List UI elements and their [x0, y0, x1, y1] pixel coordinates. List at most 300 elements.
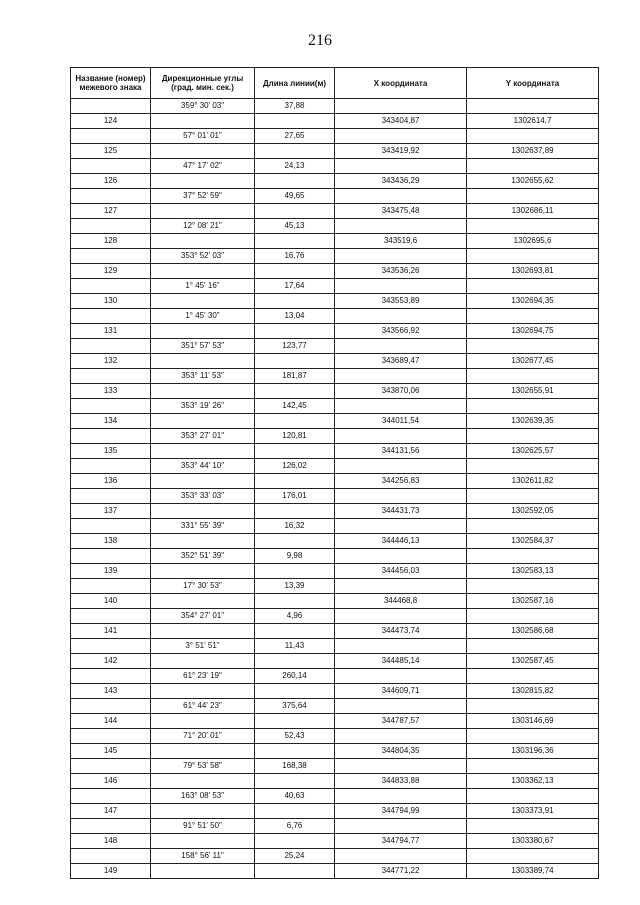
cell-angle: 47° 17' 02"	[151, 159, 255, 174]
table-row	[71, 354, 599, 369]
cell-y: 1302583,13	[467, 564, 599, 579]
cell-x	[335, 129, 467, 144]
cell-length: 25,24	[255, 849, 335, 864]
cell-y: 1302625,57	[467, 444, 599, 459]
cell-name: 146	[71, 774, 151, 789]
table-row	[71, 189, 599, 204]
table-row	[71, 564, 599, 579]
cell-angle: 353° 19' 26"	[151, 399, 255, 414]
cell-angle: 353° 52' 03"	[151, 249, 255, 264]
cell-x: 344787,57	[335, 714, 467, 729]
table-row	[71, 294, 599, 309]
cell-x	[335, 729, 467, 744]
cell-length: 260,14	[255, 669, 335, 684]
cell-angle: 61° 23' 19"	[151, 669, 255, 684]
table-row	[71, 609, 599, 624]
cell-length: 4,96	[255, 609, 335, 624]
cell-angle	[151, 864, 255, 879]
cell-name	[71, 519, 151, 534]
table-row	[71, 384, 599, 399]
cell-x: 343689,47	[335, 354, 467, 369]
page-number: 216	[308, 32, 332, 49]
cell-length: 375,64	[255, 699, 335, 714]
cell-x	[335, 189, 467, 204]
cell-angle	[151, 534, 255, 549]
cell-y: 1302695,6	[467, 234, 599, 249]
cell-name	[71, 429, 151, 444]
cell-name: 140	[71, 594, 151, 609]
cell-angle	[151, 624, 255, 639]
cell-x: 344446,13	[335, 534, 467, 549]
cell-x	[335, 249, 467, 264]
cell-name: 133	[71, 384, 151, 399]
cell-y: 1303362,13	[467, 774, 599, 789]
cell-length: 9,98	[255, 549, 335, 564]
cell-name	[71, 99, 151, 114]
header-length: Длина линии(м)	[255, 68, 335, 99]
cell-angle	[151, 294, 255, 309]
table-row	[71, 204, 599, 219]
table-row	[71, 399, 599, 414]
cell-name: 125	[71, 144, 151, 159]
table-row	[71, 654, 599, 669]
cell-length: 49,65	[255, 189, 335, 204]
table-row	[71, 744, 599, 759]
cell-name	[71, 699, 151, 714]
table-row	[71, 624, 599, 639]
cell-length: 13,04	[255, 309, 335, 324]
cell-length	[255, 654, 335, 669]
cell-name	[71, 849, 151, 864]
cell-y: 1302677,45	[467, 354, 599, 369]
cell-x: 343519,6	[335, 234, 467, 249]
cell-y	[467, 609, 599, 624]
cell-x	[335, 789, 467, 804]
table-row	[71, 234, 599, 249]
cell-x: 343419,92	[335, 144, 467, 159]
cell-angle	[151, 594, 255, 609]
cell-y	[467, 729, 599, 744]
table-row	[71, 804, 599, 819]
cell-x: 343436,29	[335, 174, 467, 189]
cell-angle	[151, 774, 255, 789]
table-row	[71, 309, 599, 324]
cell-x: 344456,03	[335, 564, 467, 579]
table-row	[71, 99, 599, 114]
cell-x: 344609,71	[335, 684, 467, 699]
cell-name: 134	[71, 414, 151, 429]
cell-angle: 331° 55' 39"	[151, 519, 255, 534]
cell-y: 1302694,75	[467, 324, 599, 339]
cell-length: 24,13	[255, 159, 335, 174]
cell-y	[467, 309, 599, 324]
cell-name: 148	[71, 834, 151, 849]
cell-name: 129	[71, 264, 151, 279]
cell-length	[255, 594, 335, 609]
cell-x	[335, 579, 467, 594]
cell-angle: 354° 27' 01"	[151, 609, 255, 624]
cell-name: 145	[71, 744, 151, 759]
cell-y: 1302586,68	[467, 624, 599, 639]
cell-angle	[151, 114, 255, 129]
cell-x: 344794,99	[335, 804, 467, 819]
cell-length: 27,65	[255, 129, 335, 144]
cell-name	[71, 819, 151, 834]
cell-angle: 37° 52' 59"	[151, 189, 255, 204]
cell-name	[71, 279, 151, 294]
cell-name	[71, 159, 151, 174]
cell-length: 11,43	[255, 639, 335, 654]
cell-y: 1302686,11	[467, 204, 599, 219]
table-row	[71, 459, 599, 474]
cell-x: 344011,54	[335, 414, 467, 429]
cell-angle	[151, 234, 255, 249]
table-row	[71, 849, 599, 864]
table-row	[71, 324, 599, 339]
coordinates-table	[70, 67, 599, 879]
cell-y	[467, 699, 599, 714]
cell-angle: 3° 51' 51"	[151, 639, 255, 654]
cell-y	[467, 99, 599, 114]
cell-x: 344794,77	[335, 834, 467, 849]
cell-x	[335, 639, 467, 654]
cell-angle: 353° 33' 03"	[151, 489, 255, 504]
cell-angle: 79° 53' 58"	[151, 759, 255, 774]
cell-name: 138	[71, 534, 151, 549]
cell-y	[467, 549, 599, 564]
cell-y	[467, 849, 599, 864]
header-y: Y координата	[467, 68, 599, 99]
cell-x: 343566,92	[335, 324, 467, 339]
cell-name	[71, 189, 151, 204]
cell-x	[335, 609, 467, 624]
table-row	[71, 819, 599, 834]
cell-y: 1302655,62	[467, 174, 599, 189]
cell-length	[255, 474, 335, 489]
cell-length	[255, 264, 335, 279]
cell-x	[335, 99, 467, 114]
cell-name: 136	[71, 474, 151, 489]
cell-angle	[151, 474, 255, 489]
cell-angle	[151, 264, 255, 279]
cell-length: 123,77	[255, 339, 335, 354]
cell-angle: 353° 44' 10"	[151, 459, 255, 474]
cell-name	[71, 249, 151, 264]
cell-name: 149	[71, 864, 151, 879]
table-row	[71, 549, 599, 564]
cell-y	[467, 429, 599, 444]
cell-x: 343536,26	[335, 264, 467, 279]
table-row	[71, 264, 599, 279]
cell-y	[467, 279, 599, 294]
cell-name: 147	[71, 804, 151, 819]
cell-name: 137	[71, 504, 151, 519]
cell-length	[255, 174, 335, 189]
cell-x: 343475,48	[335, 204, 467, 219]
cell-x: 343553,89	[335, 294, 467, 309]
cell-length: 13,39	[255, 579, 335, 594]
cell-angle: 91° 51' 50"	[151, 819, 255, 834]
cell-x	[335, 159, 467, 174]
cell-angle	[151, 684, 255, 699]
table-row	[71, 579, 599, 594]
table-body	[71, 99, 599, 879]
cell-x	[335, 399, 467, 414]
cell-angle: 1° 45' 16"	[151, 279, 255, 294]
cell-angle	[151, 414, 255, 429]
cell-angle	[151, 354, 255, 369]
table-row	[71, 444, 599, 459]
cell-name: 130	[71, 294, 151, 309]
cell-angle	[151, 504, 255, 519]
cell-y	[467, 399, 599, 414]
cell-x	[335, 309, 467, 324]
table-row	[71, 114, 599, 129]
cell-name	[71, 339, 151, 354]
cell-angle	[151, 834, 255, 849]
cell-name: 143	[71, 684, 151, 699]
cell-y	[467, 519, 599, 534]
table-row	[71, 489, 599, 504]
cell-angle	[151, 324, 255, 339]
cell-name	[71, 459, 151, 474]
cell-angle	[151, 564, 255, 579]
cell-length	[255, 744, 335, 759]
cell-y	[467, 219, 599, 234]
cell-length	[255, 144, 335, 159]
table-row	[71, 279, 599, 294]
cell-angle	[151, 174, 255, 189]
cell-y: 1302587,45	[467, 654, 599, 669]
cell-x	[335, 369, 467, 384]
cell-length: 37,88	[255, 99, 335, 114]
table-row	[71, 669, 599, 684]
cell-length	[255, 384, 335, 399]
cell-y	[467, 249, 599, 264]
header-x: X координата	[335, 68, 467, 99]
table-row	[71, 339, 599, 354]
cell-y	[467, 189, 599, 204]
cell-x: 344468,8	[335, 594, 467, 609]
cell-length: 17,64	[255, 279, 335, 294]
cell-name	[71, 789, 151, 804]
cell-length: 6,76	[255, 819, 335, 834]
cell-angle: 71° 20' 01"	[151, 729, 255, 744]
table-row	[71, 594, 599, 609]
cell-name	[71, 309, 151, 324]
cell-length	[255, 444, 335, 459]
cell-x: 344771,22	[335, 864, 467, 879]
cell-name: 139	[71, 564, 151, 579]
cell-y: 1302584,37	[467, 534, 599, 549]
cell-angle: 12° 08' 21"	[151, 219, 255, 234]
cell-name: 127	[71, 204, 151, 219]
table-row	[71, 504, 599, 519]
table-row	[71, 774, 599, 789]
cell-name	[71, 579, 151, 594]
cell-x	[335, 849, 467, 864]
cell-name: 132	[71, 354, 151, 369]
cell-x	[335, 219, 467, 234]
table-row	[71, 534, 599, 549]
cell-length	[255, 204, 335, 219]
cell-x: 343404,87	[335, 114, 467, 129]
table-row	[71, 729, 599, 744]
cell-length	[255, 294, 335, 309]
cell-name	[71, 129, 151, 144]
cell-y: 1303380,67	[467, 834, 599, 849]
cell-angle	[151, 204, 255, 219]
cell-y: 1303389,74	[467, 864, 599, 879]
cell-name	[71, 609, 151, 624]
cell-x	[335, 339, 467, 354]
cell-x	[335, 759, 467, 774]
cell-name	[71, 489, 151, 504]
cell-angle: 352° 51' 39"	[151, 549, 255, 564]
cell-length: 45,13	[255, 219, 335, 234]
table-row	[71, 834, 599, 849]
cell-length	[255, 864, 335, 879]
cell-y: 1302694,35	[467, 294, 599, 309]
cell-length: 16,32	[255, 519, 335, 534]
cell-name: 131	[71, 324, 151, 339]
cell-angle	[151, 384, 255, 399]
cell-name	[71, 729, 151, 744]
cell-x	[335, 429, 467, 444]
cell-angle	[151, 804, 255, 819]
table-row	[71, 699, 599, 714]
cell-name: 126	[71, 174, 151, 189]
cell-angle	[151, 444, 255, 459]
cell-x: 343870,06	[335, 384, 467, 399]
cell-length: 52,43	[255, 729, 335, 744]
cell-angle: 57° 01' 01"	[151, 129, 255, 144]
cell-y	[467, 339, 599, 354]
cell-y: 1302637,89	[467, 144, 599, 159]
header-name: Название (номер) межевого знака	[71, 68, 151, 99]
cell-name	[71, 549, 151, 564]
cell-y: 1303146,69	[467, 714, 599, 729]
cell-y: 1302587,16	[467, 594, 599, 609]
cell-length	[255, 324, 335, 339]
cell-y: 1302614,7	[467, 114, 599, 129]
cell-name	[71, 669, 151, 684]
cell-name: 141	[71, 624, 151, 639]
cell-angle: 17° 30' 53"	[151, 579, 255, 594]
cell-length: 40,63	[255, 789, 335, 804]
cell-length: 142,45	[255, 399, 335, 414]
cell-length	[255, 834, 335, 849]
table-row	[71, 144, 599, 159]
cell-length	[255, 624, 335, 639]
cell-y: 1303373,91	[467, 804, 599, 819]
cell-length: 16,76	[255, 249, 335, 264]
header-angle: Дирекционные углы (град. мин. сек.)	[151, 68, 255, 99]
cell-x: 344431,73	[335, 504, 467, 519]
cell-angle	[151, 714, 255, 729]
cell-x	[335, 699, 467, 714]
cell-x: 344804,35	[335, 744, 467, 759]
cell-y	[467, 159, 599, 174]
cell-y	[467, 669, 599, 684]
cell-angle	[151, 744, 255, 759]
cell-angle: 163° 08' 53"	[151, 789, 255, 804]
cell-x	[335, 819, 467, 834]
cell-length: 168,38	[255, 759, 335, 774]
table-row	[71, 174, 599, 189]
table-row	[71, 864, 599, 879]
cell-length: 120,81	[255, 429, 335, 444]
cell-y	[467, 759, 599, 774]
cell-length	[255, 234, 335, 249]
table-row	[71, 714, 599, 729]
cell-angle: 353° 27' 01"	[151, 429, 255, 444]
cell-y	[467, 789, 599, 804]
table-row	[71, 639, 599, 654]
cell-length	[255, 714, 335, 729]
cell-angle: 1° 45' 30"	[151, 309, 255, 324]
table-row	[71, 759, 599, 774]
cell-angle: 61° 44' 23"	[151, 699, 255, 714]
table-row	[71, 429, 599, 444]
cell-length	[255, 534, 335, 549]
cell-name: 128	[71, 234, 151, 249]
cell-name: 144	[71, 714, 151, 729]
cell-x	[335, 519, 467, 534]
cell-length	[255, 504, 335, 519]
cell-y: 1302639,35	[467, 414, 599, 429]
cell-name: 124	[71, 114, 151, 129]
cell-y: 1302592,05	[467, 504, 599, 519]
table-row	[71, 219, 599, 234]
cell-y: 1302815,82	[467, 684, 599, 699]
cell-x	[335, 669, 467, 684]
cell-x: 344131,56	[335, 444, 467, 459]
cell-length	[255, 684, 335, 699]
cell-y	[467, 129, 599, 144]
cell-angle: 353° 11' 53"	[151, 369, 255, 384]
table-row	[71, 129, 599, 144]
cell-name	[71, 399, 151, 414]
cell-x	[335, 549, 467, 564]
table-row	[71, 369, 599, 384]
cell-y: 1302693,81	[467, 264, 599, 279]
table-row	[71, 684, 599, 699]
cell-angle	[151, 144, 255, 159]
cell-length	[255, 564, 335, 579]
cell-y	[467, 819, 599, 834]
cell-x: 344256,83	[335, 474, 467, 489]
cell-name	[71, 369, 151, 384]
cell-y	[467, 639, 599, 654]
cell-name: 142	[71, 654, 151, 669]
cell-y: 1303196,36	[467, 744, 599, 759]
cell-length: 181,87	[255, 369, 335, 384]
cell-name	[71, 219, 151, 234]
cell-angle: 351° 57' 53"	[151, 339, 255, 354]
cell-name: 135	[71, 444, 151, 459]
cell-angle: 359° 30' 03"	[151, 99, 255, 114]
cell-length	[255, 804, 335, 819]
cell-angle	[151, 654, 255, 669]
table-row	[71, 519, 599, 534]
cell-length	[255, 354, 335, 369]
cell-x: 344833,88	[335, 774, 467, 789]
cell-name	[71, 639, 151, 654]
cell-y	[467, 489, 599, 504]
cell-name	[71, 759, 151, 774]
table-row	[71, 249, 599, 264]
